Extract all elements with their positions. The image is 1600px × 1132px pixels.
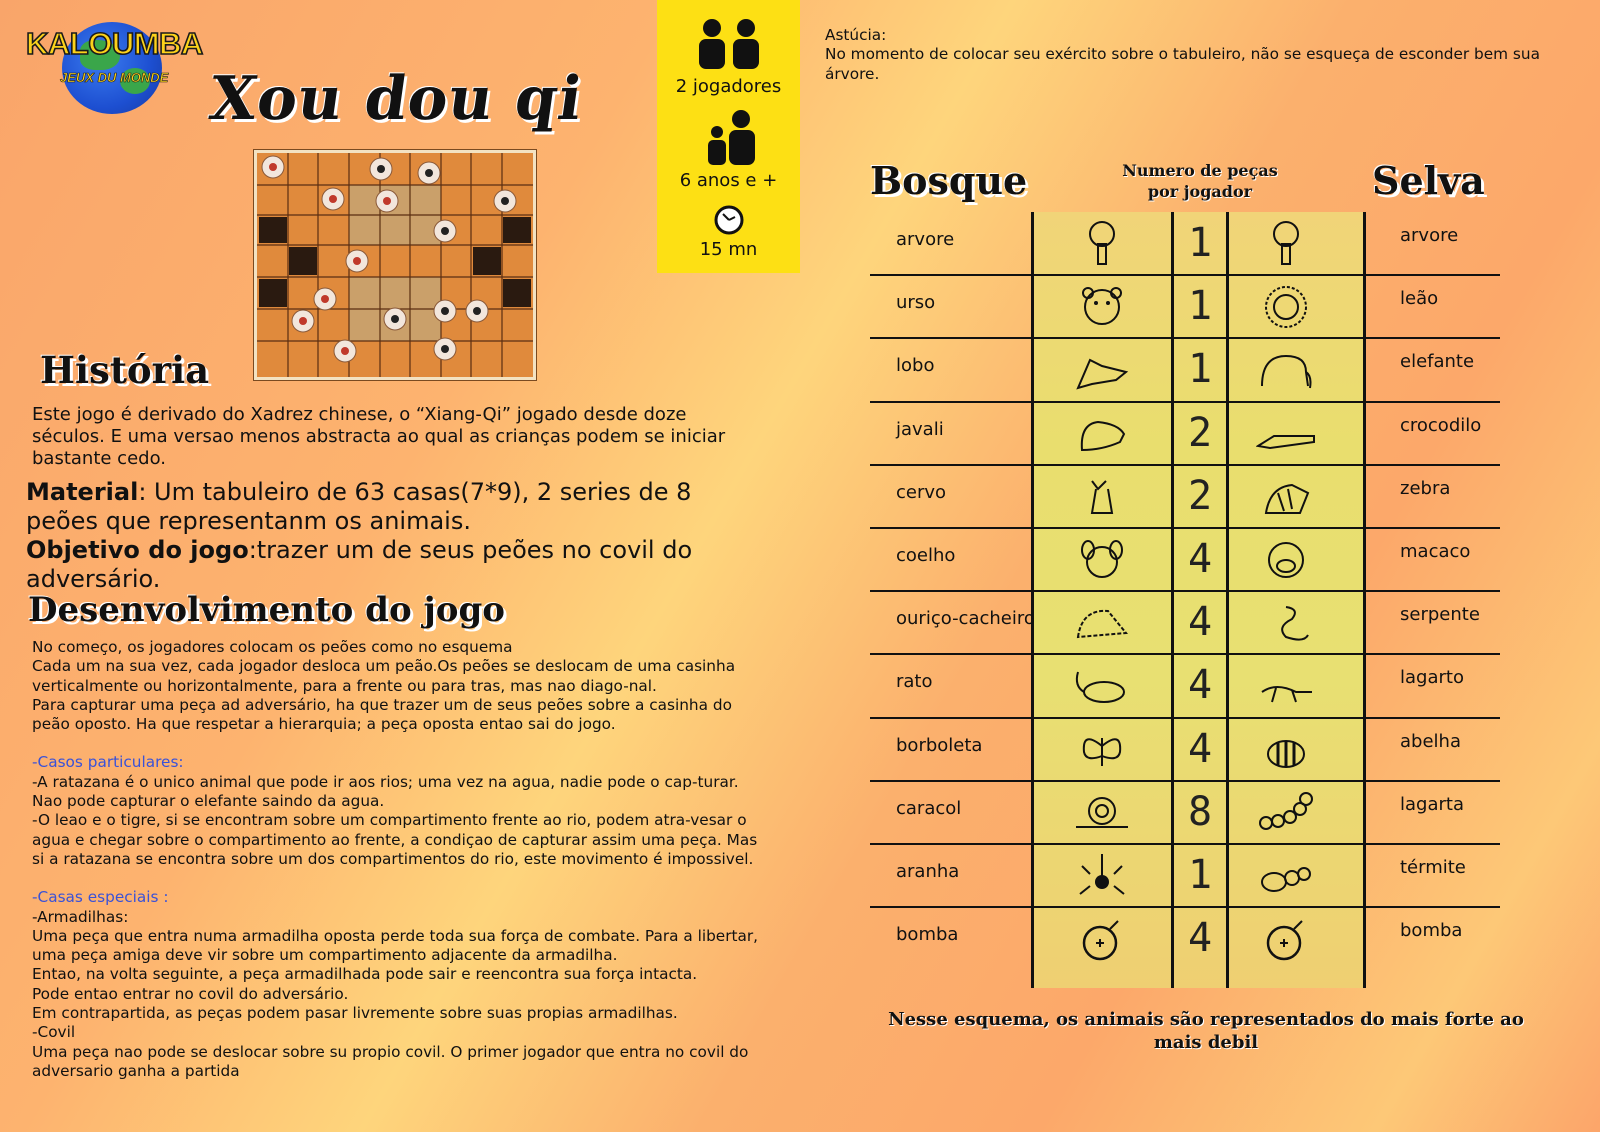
board-grid <box>257 153 533 377</box>
table-footnote: Nesse esquema, os animais são representados do mais forte ao mais debil <box>888 1009 1524 1053</box>
bosque-animal-label: cervo <box>896 481 947 503</box>
row-divider <box>870 906 1500 908</box>
particular-cases-heading: -Casos particulares: <box>32 753 184 772</box>
info-panel <box>657 0 800 273</box>
hedgehog-icon <box>1072 599 1132 645</box>
deer-icon <box>1072 473 1132 519</box>
tree-icon <box>1256 220 1316 266</box>
logo-brand: KALOUMBA <box>26 26 203 61</box>
special-squares-heading: -Casas especiais : <box>32 888 169 907</box>
piece-count: 8 <box>1187 788 1213 835</box>
bosque-animal-label: bomba <box>896 924 959 946</box>
row-divider <box>870 843 1500 845</box>
selva-animal-label: elefante <box>1400 351 1475 373</box>
objective-paragraph <box>26 536 756 594</box>
row-divider <box>870 717 1500 719</box>
astucia-text: No momento de colocar seu exército sobre o tabuleiro, não se esqueça de esconder bem sua árvore. <box>825 45 1540 83</box>
astucia-label: Astúcia: <box>825 26 887 44</box>
selva-animal-label: zebra <box>1400 477 1451 499</box>
piece-count: 1 <box>1187 346 1213 393</box>
bosque-animal-label: lobo <box>896 355 935 377</box>
piece-count: 4 <box>1187 599 1213 646</box>
piece-count: 1 <box>1187 220 1213 266</box>
bosque-animal-label: rato <box>896 671 933 693</box>
objective-text: :trazer um de seus peões no covil do adversário. <box>26 536 693 593</box>
selva-animal-label: abelha <box>1400 730 1461 752</box>
row-divider <box>870 780 1500 782</box>
bosque-animal-label: coelho <box>896 545 956 566</box>
bosque-animal-label: aranha <box>896 861 960 882</box>
count-heading-line1: Numero de peças <box>1122 161 1278 180</box>
bosque-animal-label: javali <box>896 418 944 440</box>
duration-text: 15 mn <box>699 239 758 260</box>
crocodile-icon <box>1256 410 1316 456</box>
wolf-icon <box>1072 346 1132 392</box>
row-divider <box>870 464 1500 466</box>
selva-animal-label: leão <box>1400 288 1439 310</box>
selva-animal-label: bomba <box>1400 920 1463 942</box>
development-p3: -Armadilhas: Uma peça que entra numa armadilha oposta perde toda sua força de combate. Para a libertar, uma peça amiga deve vir sobre um compartimento adjacente da armadilha. Entao, na volta seguinte, a peça armadilhada pode sair e reencontra sua força intacta. Pode entao entrar no covil do adversário. Em contrapartida, as peças podem pasar livremente sobre suas propias armadilhas. -Covil Uma peça nao pode se deslocar sobre su propio covil. O primer jogador que entra no covil do adversario ganha a partida <box>32 907 759 1080</box>
bosque-heading: Bosque <box>870 158 1028 203</box>
selva-animal-label: serpente <box>1400 604 1480 626</box>
piece-count: 2 <box>1187 472 1213 519</box>
material-paragraph <box>26 478 756 536</box>
clock-icon <box>714 205 744 235</box>
snail-icon <box>1072 789 1132 835</box>
development-body <box>32 638 762 1081</box>
piece-count: 4 <box>1187 915 1213 962</box>
astucia-tip <box>825 26 1595 84</box>
bosque-animal-label: urso <box>896 292 936 314</box>
bosque-animal-label: caracol <box>896 797 962 819</box>
bosque-animal-label: borboleta <box>896 734 983 756</box>
elephant-icon <box>1256 346 1316 392</box>
selva-animal-label: lagarto <box>1400 667 1464 689</box>
row-divider <box>870 274 1500 276</box>
zebra-icon <box>1256 473 1316 519</box>
history-heading: História <box>40 348 210 392</box>
piece-count: 1 <box>1187 283 1213 330</box>
lizard-icon <box>1256 662 1316 708</box>
selva-animal-label: térmite <box>1400 857 1466 878</box>
bee-icon <box>1256 726 1316 772</box>
selva-animal-label: macaco <box>1400 541 1471 562</box>
development-heading: Desenvolvimento do jogo <box>28 590 505 630</box>
bear-icon <box>1072 283 1132 329</box>
objective-label: Objetivo do jogo <box>26 536 249 564</box>
tree-icon <box>1072 220 1132 266</box>
bosque-animal-label: ouriço-cacheiro <box>896 608 1035 630</box>
count-heading <box>1100 160 1300 202</box>
kaloumba-logo <box>20 10 203 106</box>
piece-count: 1 <box>1187 852 1213 898</box>
piece-count: 4 <box>1187 662 1213 709</box>
selva-animal-label: arvore <box>1400 225 1459 246</box>
selva-animal-label: lagarta <box>1400 793 1464 815</box>
spider-icon <box>1072 852 1132 898</box>
board-photo <box>254 150 536 380</box>
table-divider <box>1363 212 1366 988</box>
material-label: Material <box>26 478 139 506</box>
piece-count: 2 <box>1187 409 1213 456</box>
page-title: Xou dou qi <box>205 64 588 134</box>
rabbit-icon <box>1072 536 1132 582</box>
selva-animal-label: crocodilo <box>1400 414 1482 436</box>
players-text: 2 jogadores <box>675 76 782 97</box>
row-divider <box>870 401 1500 403</box>
butterfly-icon <box>1072 726 1132 772</box>
bosque-animal-label: arvore <box>896 229 955 250</box>
history-text: Este jogo é derivado do Xadrez chinese, o “Xiang-Qi” jogado desde doze séculos. E uma versao menos abstracta ao qual as crianças podem se iniciar bastante cedo. <box>32 404 726 469</box>
boar-icon <box>1072 410 1132 456</box>
lion-icon <box>1256 283 1316 329</box>
piece-count: 4 <box>1187 536 1213 582</box>
snake-icon <box>1256 599 1316 645</box>
table-divider <box>1031 212 1034 988</box>
adult-child-icon <box>705 110 757 166</box>
row-divider <box>870 653 1500 655</box>
selva-heading: Selva <box>1372 158 1485 203</box>
development-p1: No começo, os jogadores colocam os peões como no esquema Cada um na sua vez, cada jogador desloca um peão.Os peões se deslocam de uma casinha verticalmente ou horizontalmente, para a frente ou para tras, mas nao diago-nal. Para capturar uma peça ad adversário, ha que trazer um de seus peões sobre a casinha do peão oposto. Ha que respetar a hierarquia; a peça oposta entao sai do jogo. <box>32 638 736 734</box>
count-heading-line2: por jogador <box>1147 182 1253 201</box>
material-text: : Um tabuleiro de 63 casas(7*9), 2 series de 8 peões que representanm os animais. <box>26 478 692 535</box>
rat-icon <box>1072 662 1132 708</box>
row-divider <box>870 527 1500 529</box>
development-p2: -A ratazana é o unico animal que pode ir aos rios; uma vez na agua, nadie pode o cap-turar. Nao pode capturar o elefante saindo da agua. -O leao e o tigre, si se encontram sobre um compartimento frente ao rio, podem atra-vesar o agua e chegar sobre o compartimento ao frente, a condiçao de capturar assim uma peça. Mas si a ratazana se encontra sobre um dos compartimentos do rio, este movimento é impossivel. <box>32 772 758 868</box>
logo-subtitle: JEUX DU MONDE <box>60 70 169 85</box>
termite-icon <box>1256 852 1316 898</box>
row-divider <box>870 590 1500 592</box>
caterpillar-icon <box>1256 789 1316 835</box>
two-people-icon <box>695 18 763 70</box>
bomb-icon <box>1256 915 1316 961</box>
age-text: 6 anos e + <box>679 170 778 191</box>
piece-count: 4 <box>1187 725 1213 772</box>
row-divider <box>870 337 1500 339</box>
bomb-icon <box>1072 915 1132 961</box>
monkey-icon <box>1256 536 1316 582</box>
